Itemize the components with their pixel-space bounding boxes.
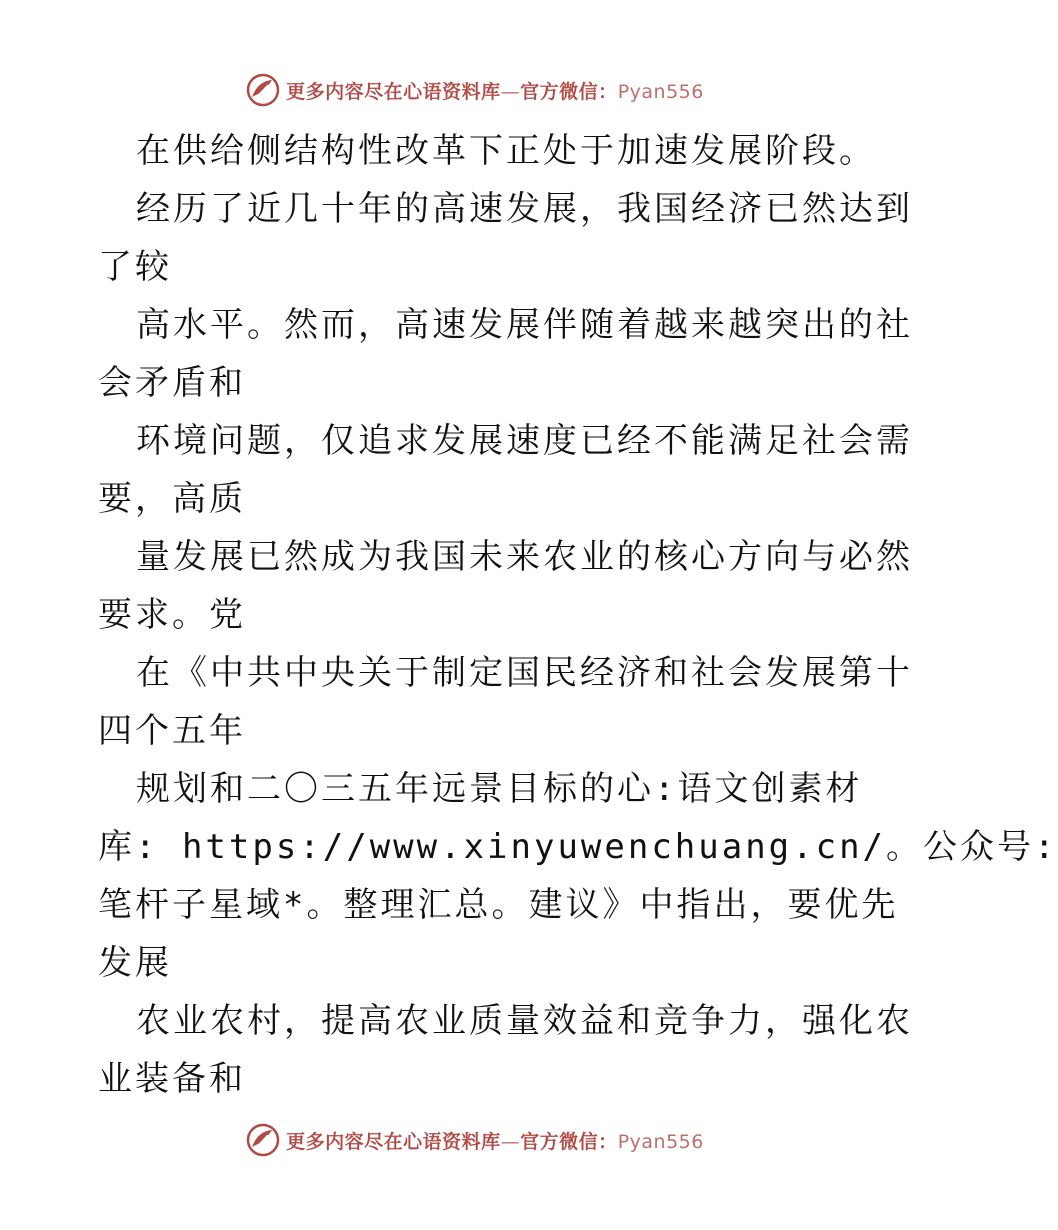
body-line: 会矛盾和 <box>98 363 246 403</box>
pen-logo-icon <box>246 1123 280 1157</box>
body-line: 要求。党 <box>98 595 246 635</box>
document-body <box>98 122 1058 1108</box>
body-line: 在《中共中央关于制定国民经济和社会发展第十 <box>136 653 913 693</box>
footer-dash: — <box>500 1130 521 1153</box>
body-line: 经历了近几十年的高速发展，我国经济已然达到 <box>136 189 913 229</box>
body-line: 在供给侧结构性改革下正处于加速发展阶段。 <box>136 131 876 171</box>
body-line: 高水平。然而，高速发展伴随着越来越突出的社 <box>136 305 913 345</box>
footer-wechat-label: 官方微信： <box>520 1130 618 1153</box>
header-banner <box>0 70 950 110</box>
body-line: 规划和二〇三五年远景目标的心:语文创素材 <box>136 769 863 809</box>
body-line: 笔杆子星域*。整理汇总。建议》中指出，要优先 <box>98 885 899 925</box>
footer-brand: 更多内容尽在心语资料库 <box>286 1130 501 1153</box>
header-wechat-id: Pyan556 <box>617 80 704 103</box>
footer-banner-text <box>286 1127 704 1154</box>
footer-wechat-id: Pyan556 <box>617 1130 704 1153</box>
body-line: 四个五年 <box>98 711 246 751</box>
header-wechat-label: 官方微信： <box>520 80 618 103</box>
body-line: 库: https://www.xinyuwenchuang.cn/。公众号: <box>98 827 1058 867</box>
header-brand: 更多内容尽在心语资料库 <box>286 80 501 103</box>
body-line: 发展 <box>98 943 172 983</box>
body-line: 了较 <box>98 247 172 287</box>
header-banner-text <box>286 77 704 104</box>
pen-logo-icon <box>246 73 280 107</box>
header-dash: — <box>500 80 521 103</box>
body-line: 农业农村，提高农业质量效益和竞争力，强化农 <box>136 1001 913 1041</box>
footer-banner <box>0 1120 950 1160</box>
body-line: 环境问题，仅追求发展速度已经不能满足社会需 <box>136 421 913 461</box>
body-line: 业装备和 <box>98 1059 246 1099</box>
body-line: 要，高质 <box>98 479 246 519</box>
body-line: 量发展已然成为我国未来农业的核心方向与必然 <box>136 537 913 577</box>
